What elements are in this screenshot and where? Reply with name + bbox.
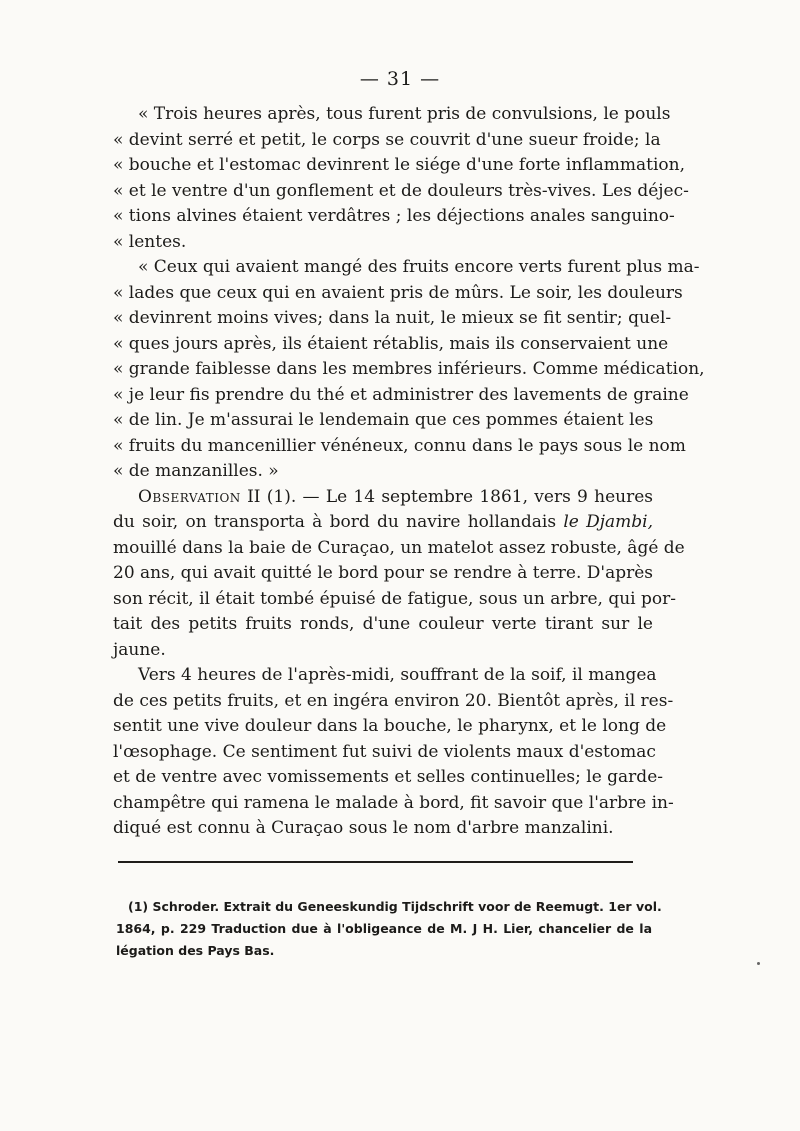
observation-line: son récit, il était tombé épuisé de fatigue, sous un arbre, qui por-	[113, 588, 677, 609]
body-line: « de manzanilles. »	[113, 461, 279, 481]
paragraph-line: sentit une vive douleur dans la bouche, le pharynx, et le long de	[113, 716, 667, 736]
paper-speck	[757, 962, 760, 965]
paragraph-line: champêtre qui ramena le malade à bord, fit savoir que l'arbre in-	[113, 792, 674, 813]
body-line: « grande faiblesse dans les membres inférieurs. Comme médication,	[113, 359, 705, 379]
body-line: « lades que ceux qui en avaient pris de mûrs. Le soir, les douleurs	[113, 282, 683, 303]
body-line: « tions alvines étaient verdâtres ; les déjections anales sanguino-	[113, 206, 675, 226]
body-line: « Trois heures après, tous furent pris de convulsions, le pouls	[138, 104, 671, 124]
body-line: « je leur fis prendre du thé et administrer des lavements de graine	[113, 384, 689, 405]
body-line: « devint serré et petit, le corps se couvrit d'une sueur froide; la	[113, 129, 661, 150]
observation-line-text: du soir, on transporta à bord du navire hollandais	[113, 512, 557, 532]
body-line: « et le ventre d'un gonflement et de douleurs très-vives. Les déjec-	[113, 180, 689, 201]
footnote-divider	[118, 861, 633, 863]
footnotes	[116, 896, 662, 962]
paragraph-line: diqué est connu à Curaçao sous le nom d'arbre manzalini.	[113, 818, 614, 838]
observation-line	[113, 510, 653, 536]
observation-line: 20 ans, qui avait quitté le bord pour se rendre à terre. D'après	[113, 563, 653, 583]
footnote-line: (1) Schroder. Extrait du Geneeskundig Tijdschrift voor de Reemugt. 1er vol.	[128, 899, 662, 914]
body-line: « ques jours après, ils étaient rétablis, mais ils conservaient une	[113, 333, 669, 354]
observation-line: jaune.	[113, 639, 166, 660]
body-line: « lentes.	[113, 231, 187, 252]
paragraph-line: de ces petits fruits, et en ingéra environ 20. Bientôt après, il res-	[113, 690, 674, 711]
observation-heading-line	[113, 485, 653, 511]
footnote-line: légation des Pays Bas.	[116, 943, 275, 958]
observation-heading: Observation	[138, 486, 241, 507]
footnote-line: 1864, p. 229 Traduction due à l'obligeance de M. J H. Lier, chancelier de la	[116, 921, 652, 936]
observation-line: mouillé dans la baie de Curaçao, un matelot assez robuste, âgé de	[113, 537, 685, 558]
paragraph-line: et de ventre avec vomissements et selles continuelles; le garde-	[113, 767, 663, 787]
body-line: « fruits du mancenillier vénéneux, connu dans le pays sous le nom	[113, 435, 686, 456]
body-line: « bouche et l'estomac devinrent le siége d'une forte inflammation,	[113, 155, 685, 175]
body-line: « de lin. Je m'assurai le lendemain que ces pommes étaient les	[113, 410, 654, 430]
observation-line: tait des petits fruits ronds, d'une couleur verte tirant sur le	[113, 614, 653, 634]
body-line: « devinrent moins vives; dans la nuit, le mieux se fit sentir; quel-	[113, 308, 672, 328]
page-number: — 31 —	[359, 68, 441, 90]
observation-first-line: — Le 14 septembre 1861, vers 9 heures	[302, 486, 654, 507]
observation-number: II (1).	[247, 486, 297, 507]
ship-name: le Djambi,	[563, 512, 654, 532]
paragraph-line: Vers 4 heures de l'après-midi, souffrant de la soif, il mangea	[138, 665, 657, 685]
paragraph-line: l'œsophage. Ce sentiment fut suivi de violents maux d'estomac	[113, 741, 656, 762]
main-text	[113, 102, 705, 842]
body-line: « Ceux qui avaient mangé des fruits encore verts furent plus ma-	[138, 257, 700, 277]
